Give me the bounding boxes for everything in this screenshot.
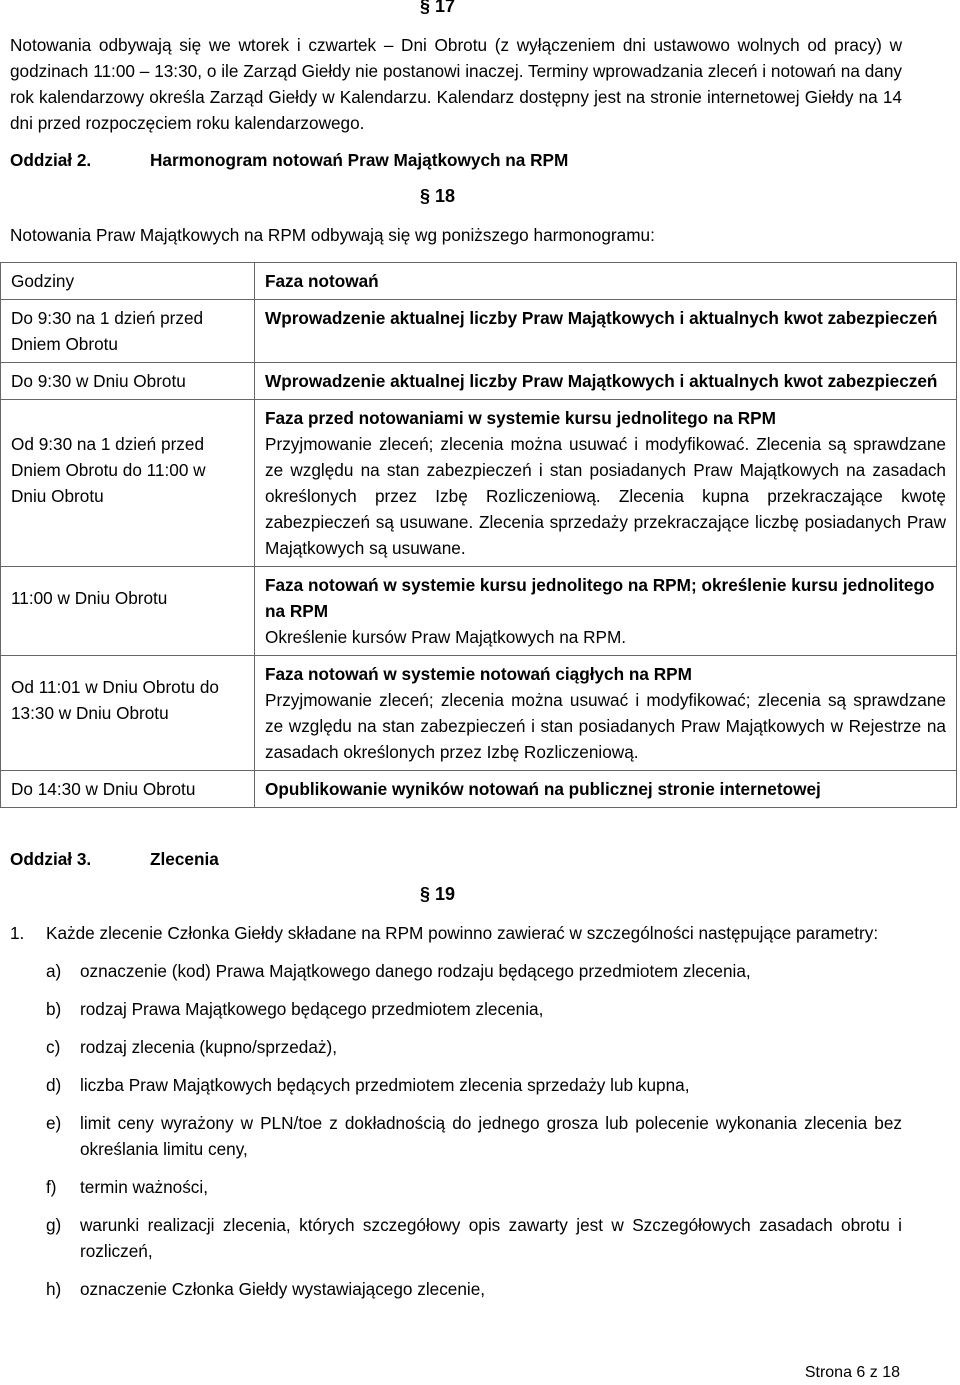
sub-item-label: f)	[46, 1177, 57, 1197]
phase-title: Faza notowań w systemie notowań ciągłych na RPM	[265, 664, 692, 684]
phase-description: Przyjmowanie zleceń; zlecenia można usuwać i modyfikować. Zlecenia są sprawdzane ze względu na stan zabezpieczeń i stan posiadanych Praw Majątkowych na zasadach określonych przez Izbę Rozliczeniową. Zlecenia kupna przekraczające kwotę zabezpieczeń są usuwane. Zlecenia sprzedaży przekraczające liczbę posiadanych Praw Majątkowych są usuwane.	[265, 434, 946, 558]
header-phase: Faza notowań	[255, 263, 957, 300]
sub-item-text: rodzaj zlecenia (kupno/sprzedaż),	[80, 1037, 337, 1057]
sub-item-label: e)	[46, 1113, 62, 1133]
row-phase	[255, 300, 957, 363]
page-number: Strona 6 z 18	[804, 1364, 900, 1381]
row-hours: Do 14:30 w Dniu Obrotu	[1, 771, 255, 808]
row-hours	[1, 656, 255, 771]
table-row	[1, 567, 957, 656]
row-phase	[255, 771, 957, 808]
sub-item-text: termin ważności,	[80, 1177, 208, 1197]
table-row	[1, 300, 957, 363]
section-17-paragraph: Notowania odbywają się we wtorek i czwartek – Dni Obrotu (z wyłączeniem dni ustawowo wolnych od pracy) w godzinach 11:00 – 13:30, o ile Zarząd Giełdy nie postanowi inaczej. Terminy wprowadzania zleceń i notowań na dany rok kalendarzowy określa Zarząd Giełdy w Kalendarzu. Kalendarz dostępny jest na stronie internetowej Giełdy na 14 dni przed rozpoczęciem roku kalendarzowego.	[10, 35, 902, 133]
division-2-label: Oddział 2.	[10, 150, 92, 170]
row-hours	[1, 400, 255, 567]
phase-title: Faza notowań w systemie kursu jednolitego na RPM; określenie kursu jednolitego na RPM	[265, 575, 935, 621]
row-hours-text: Od 11:01 w Dniu Obrotu do 13:30 w Dniu Obrotu	[11, 677, 219, 723]
table-row	[1, 656, 957, 771]
phase-title: Wprowadzenie aktualnej liczby Praw Majątkowych i aktualnych kwot zabezpieczeń	[265, 308, 938, 328]
list-item-text: Każde zlecenie Członka Giełdy składane na RPM powinno zawierać w szczególności następujące parametry:	[46, 923, 879, 943]
table-row	[1, 363, 957, 400]
row-phase	[255, 567, 957, 656]
sub-item-text: warunki realizacji zlecenia, których szczegółowy opis zawarty jest w Szczegółowych zasadach obrotu i rozliczeń,	[80, 1215, 902, 1261]
division-3-label: Oddział 3.	[10, 849, 92, 869]
sub-item-label: b)	[46, 999, 62, 1019]
row-hours-text: Od 9:30 na 1 dzień przed Dniem Obrotu do 11:00 w Dniu Obrotu	[11, 434, 206, 506]
section-18-intro: Notowania Praw Majątkowych na RPM odbywają się wg poniższego harmonogramu:	[10, 225, 655, 245]
section-17-mark: § 17	[420, 0, 456, 16]
phase-title: Opublikowanie wyników notowań na publicznej stronie internetowej	[265, 779, 821, 799]
sub-item	[46, 1034, 902, 1060]
sub-item-label: g)	[46, 1215, 62, 1235]
sub-item	[46, 1174, 902, 1200]
sub-item	[46, 1072, 902, 1098]
phase-title: Wprowadzenie aktualnej liczby Praw Majątkowych i aktualnych kwot zabezpieczeń	[265, 371, 938, 391]
phase-description: Określenie kursów Praw Majątkowych na RPM.	[265, 627, 627, 647]
section-19-mark: § 19	[420, 884, 456, 904]
section-18-mark: § 18	[420, 186, 456, 206]
phase-title: Faza przed notowaniami w systemie kursu jednolitego na RPM	[265, 408, 776, 428]
sub-item	[46, 1276, 902, 1302]
row-phase	[255, 400, 957, 567]
sub-item-text: oznaczenie (kod) Prawa Majątkowego danego rodzaju będącego przedmiotem zlecenia,	[80, 961, 751, 981]
sub-item-text: rodzaj Prawa Majątkowego będącego przedmiotem zlecenia,	[80, 999, 544, 1019]
schedule-table	[0, 262, 957, 808]
row-hours-text: 11:00 w Dniu Obrotu	[11, 588, 168, 608]
row-hours	[1, 567, 255, 656]
row-phase	[255, 656, 957, 771]
sub-item-label: d)	[46, 1075, 62, 1095]
row-hours: Do 9:30 na 1 dzień przed Dniem Obrotu	[1, 300, 255, 363]
row-hours: Do 9:30 w Dniu Obrotu	[1, 363, 255, 400]
sub-item-label: a)	[46, 961, 62, 981]
sub-item-text: liczba Praw Majątkowych będących przedmiotem zlecenia sprzedaży lub kupna,	[80, 1075, 690, 1095]
sub-item-label: c)	[46, 1037, 61, 1057]
section-19-list	[10, 920, 902, 1314]
sub-item	[46, 958, 902, 984]
sub-item-text: oznaczenie Członka Giełdy wystawiającego zlecenie,	[80, 1279, 486, 1299]
division-2-title: Harmonogram notowań Praw Majątkowych na RPM	[150, 150, 569, 170]
sub-item	[46, 1110, 902, 1162]
row-phase	[255, 363, 957, 400]
table-row	[1, 771, 957, 808]
header-hours: Godziny	[1, 263, 255, 300]
table-header-row	[1, 263, 957, 300]
sub-item	[46, 996, 902, 1022]
sub-item-label: h)	[46, 1279, 62, 1299]
sub-item-text: limit ceny wyrażony w PLN/toe z dokładnością do jednego grosza lub polecenie wykonania zlecenia bez określania limitu ceny,	[80, 1113, 902, 1159]
phase-description: Przyjmowanie zleceń; zlecenia można usuwać i modyfikować; zlecenia są sprawdzane ze względu na stan zabezpieczeń i stan posiadanych Praw Majątkowych w Rejestrze na zasadach określonych przez Izbę Rozliczeniową.	[265, 690, 946, 762]
sub-item	[46, 1212, 902, 1264]
table-row	[1, 400, 957, 567]
list-item-number: 1.	[10, 923, 25, 943]
division-3-title: Zlecenia	[150, 849, 219, 869]
list-item	[10, 920, 902, 946]
